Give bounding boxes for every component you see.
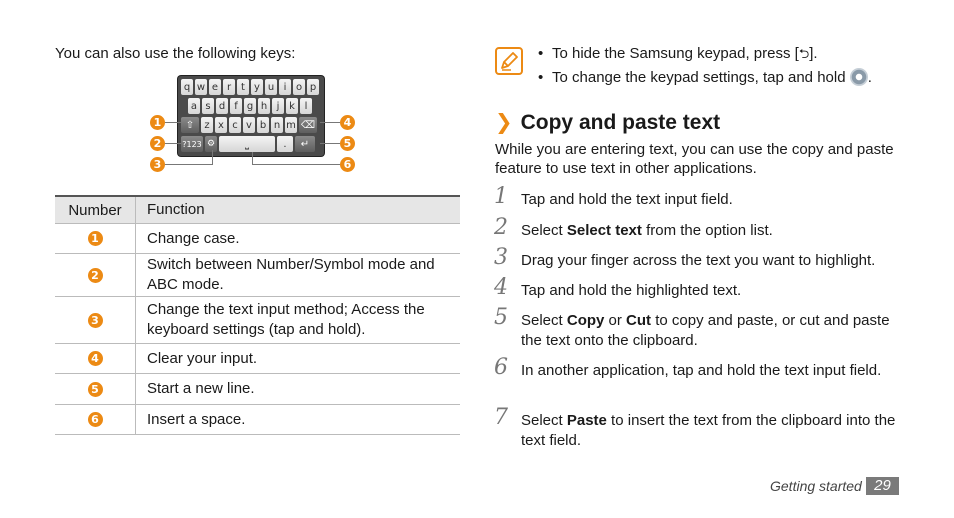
row-number-badge: 1: [88, 231, 103, 246]
callout-4: 4: [340, 115, 355, 130]
note-icon: [495, 47, 523, 75]
key-o: o: [293, 79, 305, 95]
column-header-number: Number: [55, 196, 136, 224]
key-a: a: [188, 98, 200, 114]
key-i: i: [279, 79, 291, 95]
note-text: .: [867, 69, 872, 86]
row-number-badge: 3: [88, 313, 103, 328]
shift-key-icon: ⇧: [181, 117, 199, 133]
column-header-function: Function: [136, 196, 461, 224]
key-f: f: [230, 98, 242, 114]
key-x: x: [215, 117, 227, 133]
step-text: Select Paste to insert the text from the clipboard into the text field.: [521, 412, 896, 449]
callout-line-6-vertical: [252, 152, 253, 164]
callout-6: 6: [340, 157, 355, 172]
enter-key-icon: ↵: [295, 136, 315, 152]
table-row: [55, 254, 460, 297]
table-header-row: [55, 196, 460, 224]
settings-gear-icon: [850, 68, 868, 86]
keyboard-row-1: [181, 79, 319, 95]
callout-5: 5: [340, 136, 355, 151]
section-title-text: Copy and paste text: [520, 111, 721, 134]
key-d: d: [216, 98, 228, 114]
section-title: [495, 110, 720, 135]
keyboard-row-3: [181, 117, 317, 133]
keyboard-illustration: [178, 76, 324, 156]
key-c: c: [229, 117, 241, 133]
callout-2: 2: [150, 136, 165, 151]
mode-key: ?123: [181, 136, 203, 152]
list-item: [538, 45, 872, 68]
key-w: w: [195, 79, 207, 95]
table-row: [55, 374, 460, 405]
step-number: 7: [494, 405, 508, 430]
row-number-badge: 2: [88, 268, 103, 283]
settings-key-icon: ⚙: [205, 136, 217, 152]
callout-3: 3: [150, 157, 165, 172]
key-t: t: [237, 79, 249, 95]
key-b: b: [257, 117, 269, 133]
footer-section-name: Getting started: [770, 478, 862, 494]
note-text: ].: [809, 45, 818, 62]
key-g: g: [244, 98, 256, 114]
callout-line-6: [252, 164, 340, 165]
space-key-icon: ⎵: [219, 136, 275, 152]
callout-line-3: [165, 164, 213, 165]
step-text: Drag your finger across the text you want to highlight.: [521, 252, 876, 269]
note-bullet-list: [538, 45, 872, 91]
callout-line-4: [320, 122, 340, 123]
backspace-key-icon: ⌫: [299, 117, 317, 133]
row-number-badge: 6: [88, 412, 103, 427]
step-text: Tap and hold the highlighted text.: [521, 282, 742, 299]
row-function-text: Insert a space.: [136, 405, 461, 435]
key-z: z: [201, 117, 213, 133]
chevron-right-icon: ❯: [495, 111, 513, 134]
row-function-text: Switch between Number/Symbol mode and ABC mode.: [136, 254, 461, 297]
key-q: q: [181, 79, 193, 95]
step-number: 1: [494, 184, 508, 209]
row-function-text: Change the text input method; Access the keyboard settings (tap and hold).: [136, 297, 461, 344]
step-text: In another application, tap and hold the text input field.: [521, 362, 882, 379]
callout-line-2: [165, 143, 181, 144]
callout-1: 1: [150, 115, 165, 130]
key-v: v: [243, 117, 255, 133]
step-number: 2: [494, 215, 508, 240]
keyboard-row-2: [188, 98, 312, 114]
note-text: To hide the Samsung keypad, press [: [552, 45, 799, 62]
section-intro: While you are entering text, you can use the copy and paste feature to use text in other applications.: [495, 141, 894, 177]
step-text: Select Select text from the option list.: [521, 222, 773, 239]
key-r: r: [223, 79, 235, 95]
callout-line-3-vertical: [212, 150, 213, 164]
callout-line-1: [165, 122, 181, 123]
note-text: To change the keypad settings, tap and hold: [552, 69, 850, 86]
table-row: [55, 224, 460, 254]
step-number: 6: [494, 355, 508, 380]
row-function-text: Change case.: [136, 224, 461, 254]
step-number: 3: [494, 245, 508, 270]
bullet-icon: •: [538, 69, 544, 86]
key-y: y: [251, 79, 263, 95]
dot-key: .: [277, 136, 293, 152]
key-l: l: [300, 98, 312, 114]
callout-line-5: [320, 143, 340, 144]
table-row: [55, 405, 460, 435]
row-function-text: Start a new line.: [136, 374, 461, 405]
key-m: m: [285, 117, 297, 133]
step-number: 5: [494, 305, 508, 330]
key-p: p: [307, 79, 319, 95]
table-row: [55, 297, 460, 344]
bullet-icon: •: [538, 45, 544, 62]
key-h: h: [258, 98, 270, 114]
step-text: Select Copy or Cut to copy and paste, or cut and paste the text onto the clipboard.: [521, 312, 890, 349]
step-number: 4: [494, 275, 508, 300]
key-u: u: [265, 79, 277, 95]
row-number-badge: 5: [88, 382, 103, 397]
key-j: j: [272, 98, 284, 114]
row-number-badge: 4: [88, 351, 103, 366]
key-n: n: [271, 117, 283, 133]
back-key-icon: ⮌: [798, 46, 810, 61]
key-e: e: [209, 79, 221, 95]
keyboard-row-4: [181, 136, 315, 152]
row-function-text: Clear your input.: [136, 344, 461, 374]
key-k: k: [286, 98, 298, 114]
table-row: [55, 344, 460, 374]
intro-text: You can also use the following keys:: [55, 45, 296, 62]
key-s: s: [202, 98, 214, 114]
step-text: Tap and hold the text input field.: [521, 191, 733, 208]
page-number: 29: [866, 477, 899, 495]
list-item: [538, 68, 872, 91]
key-function-table: [55, 195, 460, 435]
